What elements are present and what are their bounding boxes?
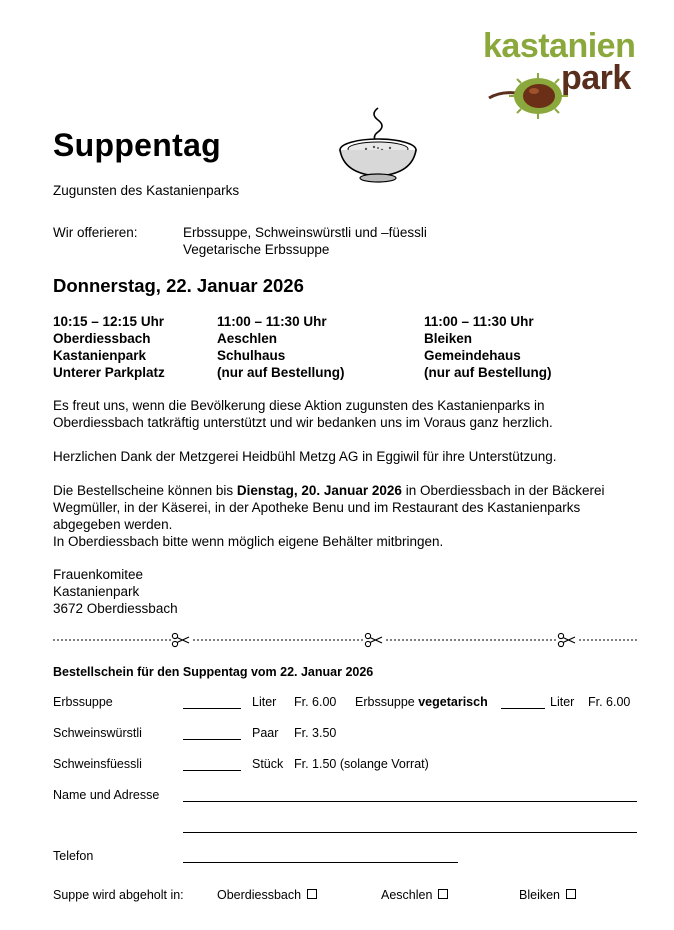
name-address-field[interactable] — [183, 801, 637, 802]
logo-text-park: park — [561, 59, 631, 97]
order-info-text: in Oberdiessbach in der Bäckerei Wegmüller, in der Käserei, in der Apotheke Benu und im Restaurant des Kastanienparks abgegeben werden. — [53, 483, 605, 532]
checkbox[interactable] — [566, 889, 576, 899]
soup-bowl-icon — [332, 104, 424, 186]
offer-line-1: Erbssuppe, Schweinswürstli und –füessli — [183, 225, 427, 240]
paragraph-thanks-public: Es freut uns, wenn die Bevölkerung diese Aktion zugunsten des Kastanienparks in Oberdiessbach tatkräftig unterstützt und wir bedanken uns im Voraus ganz herzlich. — [53, 398, 553, 430]
order-deadline: Dienstag, 20. Januar 2026 — [236, 483, 402, 498]
signature — [53, 566, 178, 617]
offer-line-2: Vegetarische Erbssuppe — [183, 242, 330, 257]
pickup-option-label: Bleiken — [519, 888, 560, 902]
pickup-option-oberdiessbach[interactable] — [217, 888, 317, 903]
chestnut-icon — [483, 68, 573, 120]
name-address-label: Name und Adresse — [53, 788, 160, 802]
checkbox[interactable] — [438, 889, 448, 899]
order-item-label: Schweinsfüessli — [53, 757, 142, 771]
checkbox[interactable] — [307, 889, 317, 899]
schedule-venue: Gemeindehaus — [424, 348, 521, 363]
pickup-option-bleiken[interactable] — [519, 888, 576, 903]
paragraph-order-info — [53, 482, 623, 550]
subtitle: Zugunsten des Kastanienparks — [53, 183, 240, 198]
order-info-text: Die Bestellscheine können bis — [53, 483, 237, 498]
veg-item-bold: vegetarisch — [418, 695, 488, 709]
order-price: Fr. 6.00 — [294, 695, 337, 709]
order-item-label: Schweinswürstli — [53, 726, 142, 740]
schedule-time: 10:15 – 12:15 Uhr — [53, 314, 165, 329]
order-price: Fr. 6.00 — [588, 695, 631, 709]
order-unit: Liter — [252, 695, 277, 709]
paragraph-thanks-butcher: Herzlichen Dank der Metzgerei Heidbühl Metzg AG in Eggiwil für ihre Unterstützung. — [53, 449, 557, 464]
signature-line: 3672 Oberdiessbach — [53, 601, 178, 616]
phone-field[interactable] — [183, 862, 458, 863]
page-title: Suppentag — [53, 127, 222, 163]
order-unit: Paar — [252, 726, 279, 740]
order-price: Fr. 3.50 — [294, 726, 337, 740]
container-note: In Oberdiessbach bitte wenn möglich eigene Behälter mitbringen. — [53, 534, 444, 549]
pickup-option-label: Oberdiessbach — [217, 888, 302, 902]
quantity-field[interactable] — [183, 728, 241, 740]
logo-text-kastanien: kastanien — [483, 27, 636, 65]
veg-item-text: Erbssuppe — [355, 695, 419, 709]
schedule-note: Unterer Parkplatz — [53, 365, 165, 380]
schedule-place: Bleiken — [424, 331, 473, 346]
schedule-place: Aeschlen — [217, 331, 278, 346]
event-date: Donnerstag, 22. Januar 2026 — [53, 275, 304, 296]
order-unit: Liter — [550, 695, 575, 709]
schedule-note: (nur auf Bestellung) — [217, 365, 345, 380]
phone-label: Telefon — [53, 849, 94, 863]
pickup-option-label: Aeschlen — [381, 888, 433, 902]
order-price: Fr. 1.50 (solange Vorrat) — [294, 757, 429, 771]
pickup-option-aeschlen[interactable] — [381, 888, 448, 903]
order-item-label — [355, 695, 488, 710]
signature-line: Kastanienpark — [53, 584, 140, 599]
pickup-label: Suppe wird abgeholt in: — [53, 888, 184, 902]
offer-label: Wir offerieren: — [53, 225, 138, 240]
schedule-time: 11:00 – 11:30 Uhr — [217, 314, 327, 329]
order-unit: Stück — [252, 757, 284, 771]
name-address-field[interactable] — [183, 832, 637, 833]
cut-line — [53, 632, 637, 648]
order-form-title: Bestellschein für den Suppentag vom 22. Januar 2026 — [53, 665, 374, 679]
schedule-note: (nur auf Bestellung) — [424, 365, 552, 380]
schedule-column — [53, 313, 165, 381]
schedule-place: Oberdiessbach — [53, 331, 151, 346]
schedule-venue: Schulhaus — [217, 348, 286, 363]
schedule-venue: Kastanienpark — [53, 348, 147, 363]
quantity-field[interactable] — [183, 697, 241, 709]
schedule-column — [424, 313, 552, 381]
schedule-column — [217, 313, 345, 381]
schedule-time: 11:00 – 11:30 Uhr — [424, 314, 534, 329]
signature-line: Frauenkomitee — [53, 567, 144, 582]
quantity-field[interactable] — [183, 759, 241, 771]
order-item-label: Erbssuppe — [53, 695, 113, 709]
quantity-field[interactable] — [501, 697, 545, 709]
logo — [483, 28, 653, 120]
